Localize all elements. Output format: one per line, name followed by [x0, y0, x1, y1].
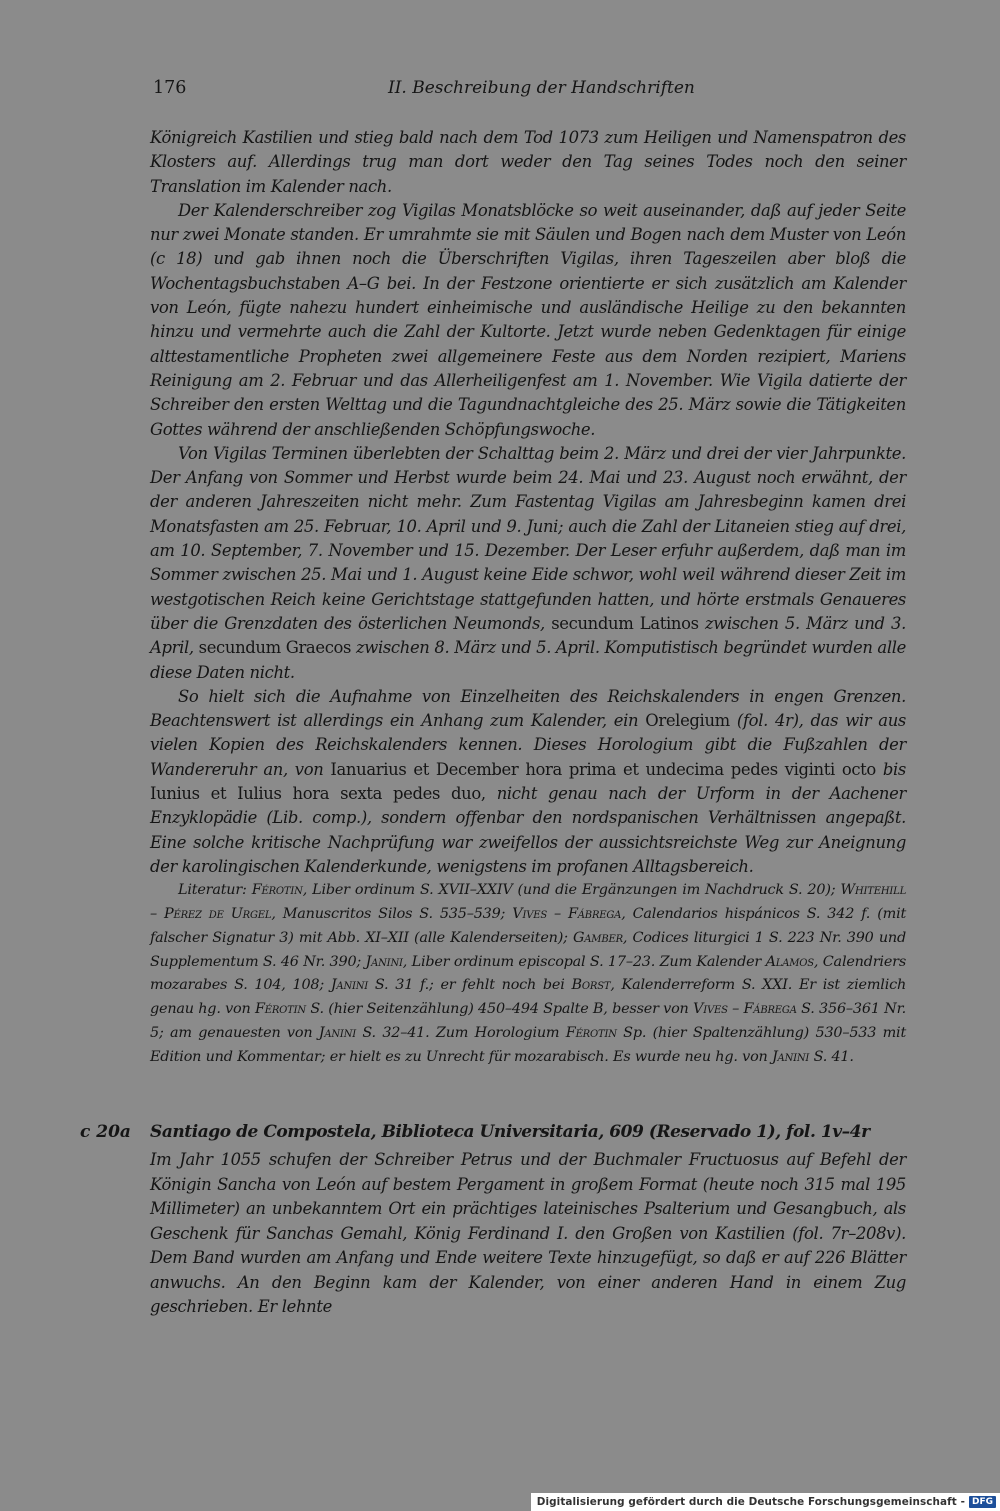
author-name: Gamber,: [572, 929, 628, 946]
latin-term: Orelegium: [645, 711, 730, 731]
paragraph: [150, 685, 906, 879]
text-run: zwischen 8. März und 5. April. Komputistisch begründet wurden alle diese Daten nicht.: [150, 638, 906, 682]
paragraph: Der Kalenderschreiber zog Vigilas Monatsblöcke so weit auseinander, daß auf jeder Seite nur zwei Monate standen. Er umrahmte sie mit Säulen und Bogen nach dem Muster von León (c 18) und gab ihnen noch die Überschriften Vigilas, ihren Tageszeilen aber bloß die Wochentagsbuchstaben A–G bei. In der Festzone orientierte er sich zusätzlich am Kalender von León, fügte nahezu hundert einheimische und ausländische Heilige zu den bekannten hinzu und vermehrte auch die Zahl der Kultorte. Jetzt wurde neben Gedenktagen für einige alttestamentliche Propheten zwei allgemeinere Feste aus dem Norden rezipiert, Mariens Reinigung am 2. Februar und das Allerheiligenfest am 1. November. Wie Vigila datierte der Schreiber den ersten Welttag und die Tagundnachtgleiche des 25. März sowie die Tätigkeiten Gottes während der anschließenden Schöpfungswoche.: [150, 200, 906, 439]
lit-text: S. 31 f.; er fehlt noch bei: [374, 977, 565, 994]
running-head: [150, 78, 906, 108]
author-name: Janini,: [365, 953, 408, 970]
text-run: zwischen 5. März und 3. April,: [150, 613, 906, 658]
text-run: nicht genau nach der Urform in der Aachener Enzyklopädie (Lib. comp.), sondern offenbar den nordspanischen Verhältnissen angepaßt. Eine solche kritische Nachprüfung war zweifellos der aussichtsreichste Weg zur Aneignung der karolingischen Kalenderkunde, wenigstens im profanen Alltagsbereich.: [150, 784, 906, 876]
lit-text: Literatur:: [178, 882, 247, 899]
text-run: So hielt sich die Aufnahme von Einzelheiten des Reichskalenders in engen Grenzen. Beachtenswert ist allerdings ein Anhang zum Kalender, ein: [150, 686, 906, 731]
author-name: Vives – Fábrega: [693, 1001, 797, 1018]
page-number: 176: [153, 78, 187, 98]
main-text: [150, 126, 906, 1070]
text-run: (fol. 4r), das wir aus vielen Kopien des Reichskalenders kennen. Dieses Horologium gibt die Fußzahlen der Wandereruhr an, von: [150, 711, 906, 779]
latin-term: Ianuarius et December hora prima et undecima pedes viginti octo: [330, 759, 876, 779]
lit-text: Codices liturgici 1 S. 223 Nr. 390 und Supplementum S. 46 Nr. 390;: [150, 929, 906, 970]
author-name: Janini: [318, 1024, 356, 1041]
lit-text: S. 356–361 Nr. 5; am genauesten von: [150, 1001, 907, 1041]
author-name: Borst,: [571, 977, 615, 994]
author-name: Alamos,: [765, 953, 819, 970]
dfg-logo: DFG: [969, 1496, 996, 1508]
lit-text: S. 41.: [813, 1048, 854, 1065]
running-title: II. Beschreibung der Handschriften: [388, 78, 695, 98]
latin-term: secundum Latinos: [551, 613, 699, 633]
latin-term: secundum Graecos: [198, 638, 352, 658]
author-name: Whitehill – Pérez de Urgel,: [150, 882, 907, 922]
lit-text: S. (hier Seitenzählung) 450–494 Spalte B, besser von: [310, 1001, 689, 1018]
lit-text: Sp. (hier Spaltenzählung) 530–533 mit Edition und Kommentar; er hielt es zu Unrecht für mozarabisch. Es wurde neu hg. von: [150, 1024, 907, 1065]
text-run: Von Vigilas Terminen überlebten der Schalttag beim 2. März und drei der vier Jahrpunkte. Der Anfang von Sommer und Herbst wurde beim 24. Mai und 23. August noch erwähnt, der der anderen Jahreszeiten nicht mehr. Zum Fastentag Vigilas am Jahresbeginn kamen drei Monatsfasten am 25. Februar, 10. April und 9. Juni; auch die Zahl der Litaneien stieg auf drei, am 10. September, 7. November und 15. Dezember. Der Leser erfuhr außerdem, daß man im Sommer zwischen 25. Mai und 1. August keine Eide schwor, wohl weil während dieser Zeit im westgotischen Reich keine Gerichtstage stattgefunden hatten, und hörte erstmals Genaueres über die Grenzdaten des österlichen Neumonds,: [150, 443, 906, 633]
author-name: Férotin,: [251, 882, 308, 899]
lit-text: Liber ordinum S. XVII–XXIV (und die Ergänzungen im Nachdruck S. 20);: [312, 882, 836, 899]
author-name: Janini: [330, 977, 369, 994]
text-run: bis: [882, 759, 906, 779]
lit-text: Kalenderreform S. XXI. Er ist ziemlich genau hg. von: [150, 977, 907, 1018]
latin-term: Iunius et Iulius hora sexta pedes duo,: [150, 784, 486, 804]
paragraph: [150, 442, 906, 685]
paragraph: Königreich Kastilien und stieg bald nach dem Tod 1073 zum Heiligen und Namenspatron des Klosters auf. Allerdings trug man dort weder den Tag seines Todes noch den seiner Translation im Kalender nach.: [150, 128, 906, 196]
author-name: Janini: [771, 1048, 810, 1065]
entry-label: c 20a: [80, 1122, 131, 1142]
funding-footer: [531, 1493, 1000, 1511]
author-name: Férotin: [565, 1024, 617, 1041]
lit-text: S. 32–41. Zum Horologium: [362, 1024, 560, 1041]
entry-heading: Santiago de Compostela, Biblioteca Universitaria, 609 (Reservado 1), fol. 1v–4r: [150, 1122, 870, 1142]
author-name: Férotin: [254, 1001, 306, 1018]
lit-text: Calendarios hispánicos S. 342 f. (mit falscher Signatur 3) mit Abb. XI–XII (alle Kalenderseiten);: [150, 906, 907, 946]
entry-text: [150, 1148, 906, 1320]
literature-note: [150, 879, 906, 1069]
author-name: Vives – Fábrega,: [512, 906, 626, 922]
lit-text: Calendriers mozarabes S. 104, 108;: [150, 953, 907, 994]
funding-notice: Digitalisierung gefördert durch die Deutsche Forschungsgemeinschaft -: [536, 1496, 965, 1508]
lit-text: Manuscritos Silos S. 535–539;: [282, 906, 506, 922]
paragraph: Im Jahr 1055 schufen der Schreiber Petrus und der Buchmaler Fructuosus auf Befehl der Königin Sancha von León auf bestem Pergament in großem Format (heute noch 315 mal 195 Millimeter) an unbekanntem Ort ein prächtiges lateinisches Psalterium und Gesangbuch, als Geschenk für Sanchas Gemahl, König Ferdinand I. den Großen von Kastilien (fol. 7r–208v). Dem Band wurden am Anfang und Ende weitere Texte hinzugefügt, so daß er auf 226 Blätter anwuchs. An den Beginn kam der Kalender, von einer anderen Hand in einem Zug geschrieben. Er lehnte: [150, 1150, 906, 1316]
lit-text: Liber ordinum episcopal S. 17–23. Zum Kalender: [411, 953, 762, 970]
